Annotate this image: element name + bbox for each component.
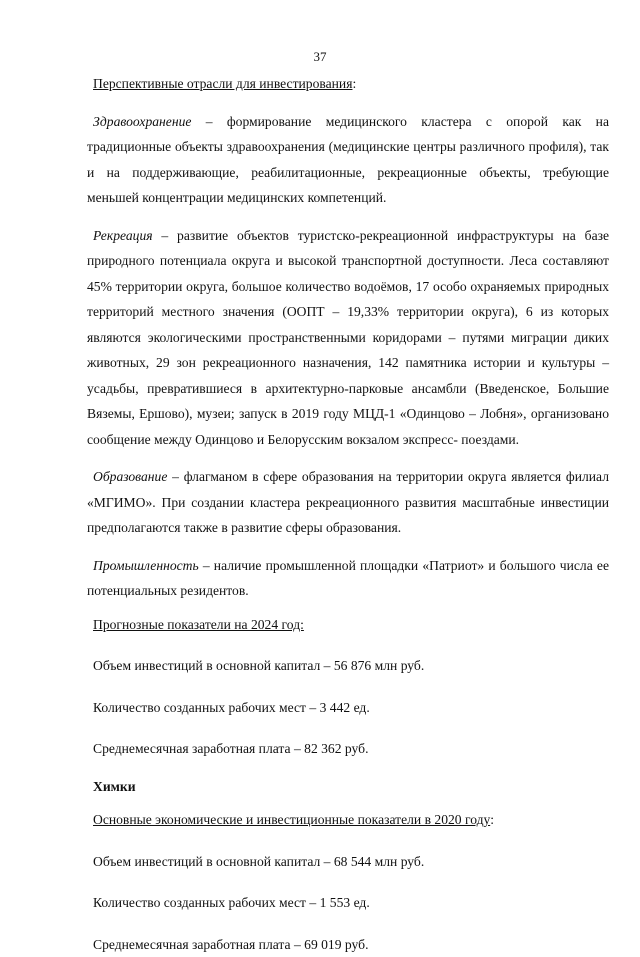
text-education: – флагманом в сфере образования на территории округа является филиал «МГИМО». При создании кластера рекреационного развития масштабные инвестиции предполагаются также в развитие сферы образования. [87, 469, 609, 535]
text-industry: – наличие промышленной площадки «Патриот» и большого числа ее потенциальных резидентов. [87, 558, 609, 599]
indicators-heading [87, 807, 609, 833]
forecast-item: Объем инвестиций в основной капитал – 56 876 млн руб. [87, 653, 609, 679]
indicator-item: Объем инвестиций в основной капитал – 68 544 млн руб. [87, 849, 609, 875]
indicator-item: Среднемесячная заработная плата – 69 019 руб. [87, 932, 609, 957]
paragraph-education [87, 464, 609, 541]
text-recreation: – развитие объектов туристско-рекреационной инфраструктуры на базе природного потенциала округа и высокой транспортной доступности. Леса составляют 45% территории округа, большое количество водоёмов, 17 особо охраняемых природных территорий местного значения (ООПТ – 19,33% территории округа), 6 из которых являются экологическими пространственными коридорами – путями миграции диких животных, 29 зон рекреационного назначения, 142 памятника истории и культуры – усадьбы, превратившиеся в архитектурно-парковые ансамбли (Введенское, Большие Вяземы, Ершово), музеи; запуск в 2019 году МЦД-1 «Одинцово – Лобня», организовано сообщение между Одинцово и Белорусским вокзалом экспресс- поездами. [87, 228, 609, 447]
term-education: Образование [93, 469, 167, 484]
prospective-heading-colon: : [352, 76, 356, 91]
forecast-item: Количество созданных рабочих мест – 3 442 ед. [87, 695, 609, 721]
paragraph-recreation [87, 223, 609, 453]
page-content [87, 71, 609, 957]
page-number: 37 [0, 49, 640, 65]
text-health: – формирование медицинского кластера с опорой как на традиционные объекты здравоохранения (медицинские центры различного профиля), так и на поддерживающие, реабилитационные, рекреационные объекты, требующие меньшей концентрации медицинских компетенций. [87, 114, 609, 206]
forecast-item: Среднемесячная заработная плата – 82 362 руб. [87, 736, 609, 762]
district-title: Химки [87, 774, 609, 800]
indicator-item: Количество созданных рабочих мест – 1 553 ед. [87, 890, 609, 916]
term-health: Здравоохранение [93, 114, 191, 129]
forecast-heading [87, 612, 609, 638]
forecast-heading-text: Прогнозные показатели на 2024 год: [93, 617, 304, 632]
paragraph-health [87, 109, 609, 211]
paragraph-industry [87, 553, 609, 604]
prospective-heading [87, 71, 609, 97]
term-recreation: Рекреация [93, 228, 153, 243]
prospective-heading-text: Перспективные отрасли для инвестирования [93, 76, 352, 91]
indicators-heading-colon: : [490, 812, 494, 827]
indicators-heading-text: Основные экономические и инвестиционные показатели в 2020 году [93, 812, 490, 827]
term-industry: Промышленность [93, 558, 199, 573]
